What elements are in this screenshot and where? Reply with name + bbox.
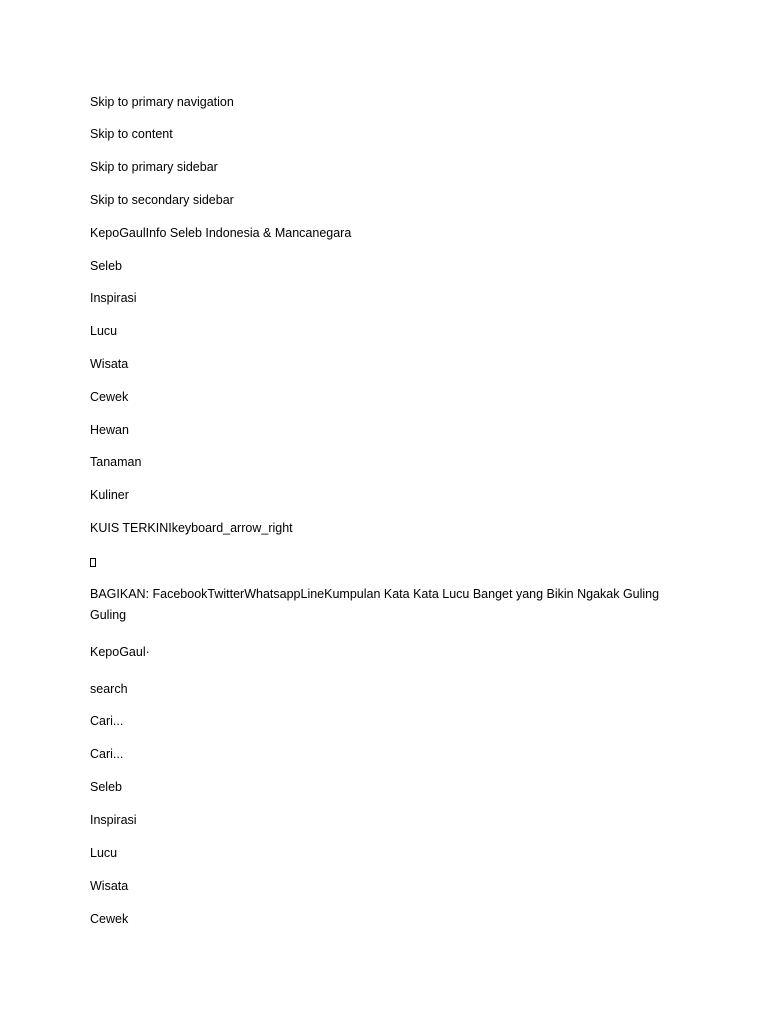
- skip-to-primary-sidebar-link[interactable]: Skip to primary sidebar: [90, 160, 218, 174]
- search-input-placeholder[interactable]: Cari...: [90, 714, 124, 728]
- footer-nav-item-wisata[interactable]: Wisata: [90, 879, 129, 893]
- skip-to-secondary-sidebar-link[interactable]: Skip to secondary sidebar: [90, 193, 234, 207]
- kuis-terkini-link[interactable]: KUIS TERKINIkeyboard_arrow_right: [90, 521, 293, 535]
- search-label[interactable]: search: [90, 682, 128, 696]
- skip-to-content-link[interactable]: Skip to content: [90, 127, 173, 141]
- nav-item-tanaman[interactable]: Tanaman: [90, 455, 142, 469]
- nav-item-hewan[interactable]: Hewan: [90, 423, 129, 437]
- share-and-article-title: BAGIKAN: FacebookTwitterWhatsappLineKumpulan Kata Kata Lucu Banget yang Bikin Ngakak Guling Guling: [90, 587, 660, 622]
- footer-nav-item-cewek[interactable]: Cewek: [90, 912, 129, 926]
- missing-glyph-icon: [90, 554, 96, 570]
- author-line: KepoGaul·: [90, 645, 150, 659]
- missing-glyph-box-icon: [90, 558, 96, 567]
- footer-nav-item-inspirasi[interactable]: Inspirasi: [90, 813, 137, 827]
- site-title[interactable]: KepoGaulInfo Seleb Indonesia & Mancanegara: [90, 226, 352, 240]
- skip-to-primary-navigation-link[interactable]: Skip to primary navigation: [90, 95, 234, 109]
- nav-item-inspirasi[interactable]: Inspirasi: [90, 291, 137, 305]
- footer-nav-item-seleb[interactable]: Seleb: [90, 780, 122, 794]
- footer-nav-item-lucu[interactable]: Lucu: [90, 846, 118, 860]
- search-input-value[interactable]: Cari...: [90, 747, 124, 761]
- nav-item-kuliner[interactable]: Kuliner: [90, 488, 129, 502]
- nav-item-cewek[interactable]: Cewek: [90, 390, 129, 404]
- nav-item-seleb[interactable]: Seleb: [90, 259, 122, 273]
- nav-item-lucu[interactable]: Lucu: [90, 324, 118, 338]
- nav-item-wisata[interactable]: Wisata: [90, 357, 129, 371]
- page-content: [90, 0, 690, 1024]
